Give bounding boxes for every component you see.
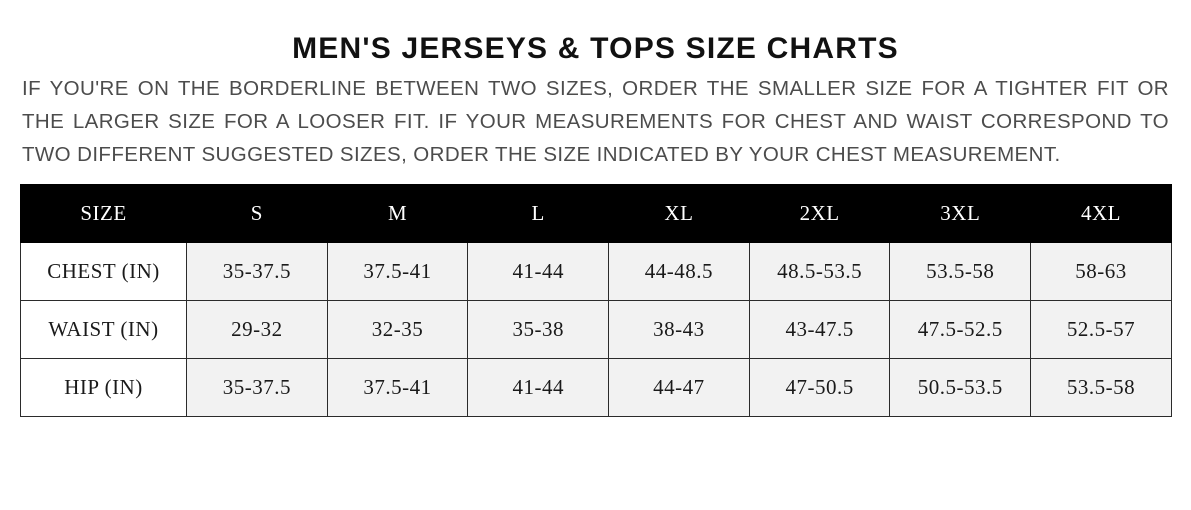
cell-hip-3xl: 50.5-53.5: [890, 358, 1031, 416]
row-label-hip: HIP (IN): [21, 358, 187, 416]
cell-waist-m: 32-35: [327, 300, 468, 358]
cell-waist-l: 35-38: [468, 300, 609, 358]
cell-chest-l: 41-44: [468, 242, 609, 300]
cell-chest-xl: 44-48.5: [609, 242, 750, 300]
table-header: [21, 184, 1172, 242]
cell-hip-xl: 44-47: [609, 358, 750, 416]
column-header-3xl: 3XL: [890, 184, 1031, 242]
cell-hip-m: 37.5-41: [327, 358, 468, 416]
cell-hip-l: 41-44: [468, 358, 609, 416]
cell-hip-2xl: 47-50.5: [749, 358, 890, 416]
column-header-size: SIZE: [21, 184, 187, 242]
column-header-s: S: [187, 184, 328, 242]
table-row: [21, 300, 1172, 358]
row-label-waist: WAIST (IN): [21, 300, 187, 358]
cell-chest-4xl: 58-63: [1031, 242, 1172, 300]
column-header-l: L: [468, 184, 609, 242]
row-label-chest: CHEST (IN): [21, 242, 187, 300]
column-header-2xl: 2XL: [749, 184, 890, 242]
table-row: [21, 242, 1172, 300]
cell-hip-s: 35-37.5: [187, 358, 328, 416]
table-body: [21, 242, 1172, 416]
size-chart-table: [20, 184, 1172, 417]
column-header-m: M: [327, 184, 468, 242]
cell-chest-2xl: 48.5-53.5: [749, 242, 890, 300]
page-title: MEN'S JERSEYS & TOPS SIZE CHARTS: [292, 32, 899, 65]
cell-hip-4xl: 53.5-58: [1031, 358, 1172, 416]
cell-waist-xl: 38-43: [609, 300, 750, 358]
cell-waist-3xl: 47.5-52.5: [890, 300, 1031, 358]
table-header-row: [21, 184, 1172, 242]
cell-waist-s: 29-32: [187, 300, 328, 358]
column-header-4xl: 4XL: [1031, 184, 1172, 242]
fit-note: IF YOU'RE ON THE BORDERLINE BETWEEN TWO SIZES, ORDER THE SMALLER SIZE FOR A TIGHTER FIT OR THE LARGER SIZE FOR A LOOSER FIT. IF YOUR MEASUREMENTS FOR CHEST AND WAIST CORRESPOND TO TWO DIFFERENT SUGGESTED SIZES, ORDER THE SIZE INDICATED BY YOUR CHEST MEASUREMENT.: [22, 77, 1169, 167]
table-row: [21, 358, 1172, 416]
cell-waist-4xl: 52.5-57: [1031, 300, 1172, 358]
cell-chest-m: 37.5-41: [327, 242, 468, 300]
cell-waist-2xl: 43-47.5: [749, 300, 890, 358]
column-header-xl: XL: [609, 184, 750, 242]
cell-chest-s: 35-37.5: [187, 242, 328, 300]
cell-chest-3xl: 53.5-58: [890, 242, 1031, 300]
